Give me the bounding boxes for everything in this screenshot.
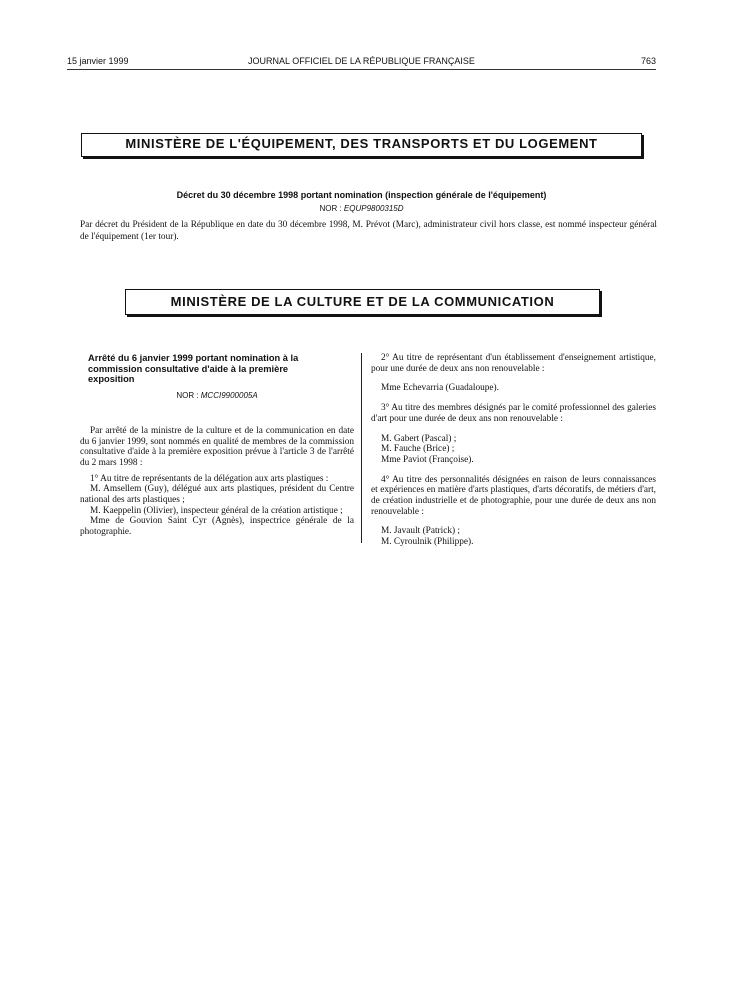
decree-nor <box>67 204 656 213</box>
header-date: 15 janvier 1999 <box>67 56 129 66</box>
left-column <box>80 353 354 538</box>
decree-title: Décret du 30 décembre 1998 portant nomination (inspection générale de l'équipement) <box>176 190 547 200</box>
group3-member: M. Gabert (Pascal) ; <box>381 433 457 444</box>
ministry-heading-equipement: MINISTÈRE DE L'ÉQUIPEMENT, DES TRANSPORTS ET DU LOGEMENT <box>81 133 642 157</box>
header-rule <box>67 69 656 70</box>
group3-heading: 3° Au titre des membres désignés par le comité professionnel des galeries d'art pour une durée de deux ans non renouvelable : <box>371 403 656 424</box>
group4-member: M. Cyroulnik (Philippe). <box>381 537 474 548</box>
group4-heading: 4° Au titre des personnalités désignées en raison de leurs connaissances et expériences en matière d'arts plastiques, d'arts décoratifs, de métiers d'art, de création industrielle et de photographie, pour une durée de deux ans non renouvelable : <box>371 474 656 517</box>
group1-member: Mme de Gouvion Saint Cyr (Agnès), inspectrice générale de la photographie. <box>80 516 354 538</box>
decree-body: Par décret du Président de la République en date du 30 décembre 1998, M. Prévot (Marc), administrateur civil hors classe, est nommé inspecteur général de l'équipement (1er tour). <box>80 220 657 242</box>
page-header <box>67 56 656 70</box>
group1-member: M. Amsellem (Guy), délégué aux arts plastiques, président du Centre national des arts plastiques ; <box>80 484 354 506</box>
right-column <box>371 353 656 548</box>
group4-member: M. Javault (Patrick) ; <box>381 526 461 537</box>
column-divider <box>361 353 362 543</box>
journal-title: JOURNAL OFFICIEL DE LA RÉPUBLIQUE FRANÇAISE <box>248 56 475 66</box>
group3-member: M. Fauche (Brice) ; <box>381 444 455 455</box>
arrete-nor <box>80 391 354 402</box>
page-number: 763 <box>640 56 656 66</box>
group1-heading: 1° Au titre de représentants de la délégation aux arts plastiques : <box>90 473 329 484</box>
group2-heading: 2° Au titre de représentant d'un établissement d'enseignement artistique, pour une durée de deux ans non renouvelable : <box>371 353 656 374</box>
ministry-heading-culture: MINISTÈRE DE LA CULTURE ET DE LA COMMUNICATION <box>125 289 600 315</box>
nor-code: MCCI9900005A <box>200 391 258 401</box>
nor-label: NOR : <box>319 204 344 213</box>
group2-member: Mme Echevarria (Guadaloupe). <box>381 383 499 394</box>
nor-label: NOR : <box>176 391 201 401</box>
arrete-intro: Par arrêté de la ministre de la culture et de la communication en date du 6 janvier 1999, sont nommés en qualité de membres de la commission consultative d'aide à la première exposition prévue à l'article 3 de l'arrêté du 2 mars 1998 : <box>80 425 354 468</box>
group1-member: M. Kaeppelin (Olivier), inspecteur général de la création artistique ; <box>90 505 343 516</box>
group3-member: Mme Paviot (Françoise). <box>381 454 474 465</box>
arrete-title: Arrêté du 6 janvier 1999 portant nomination à la commission consultative d'aide à la première exposition <box>88 353 299 385</box>
nor-code: EQUP9800315D <box>343 204 404 213</box>
